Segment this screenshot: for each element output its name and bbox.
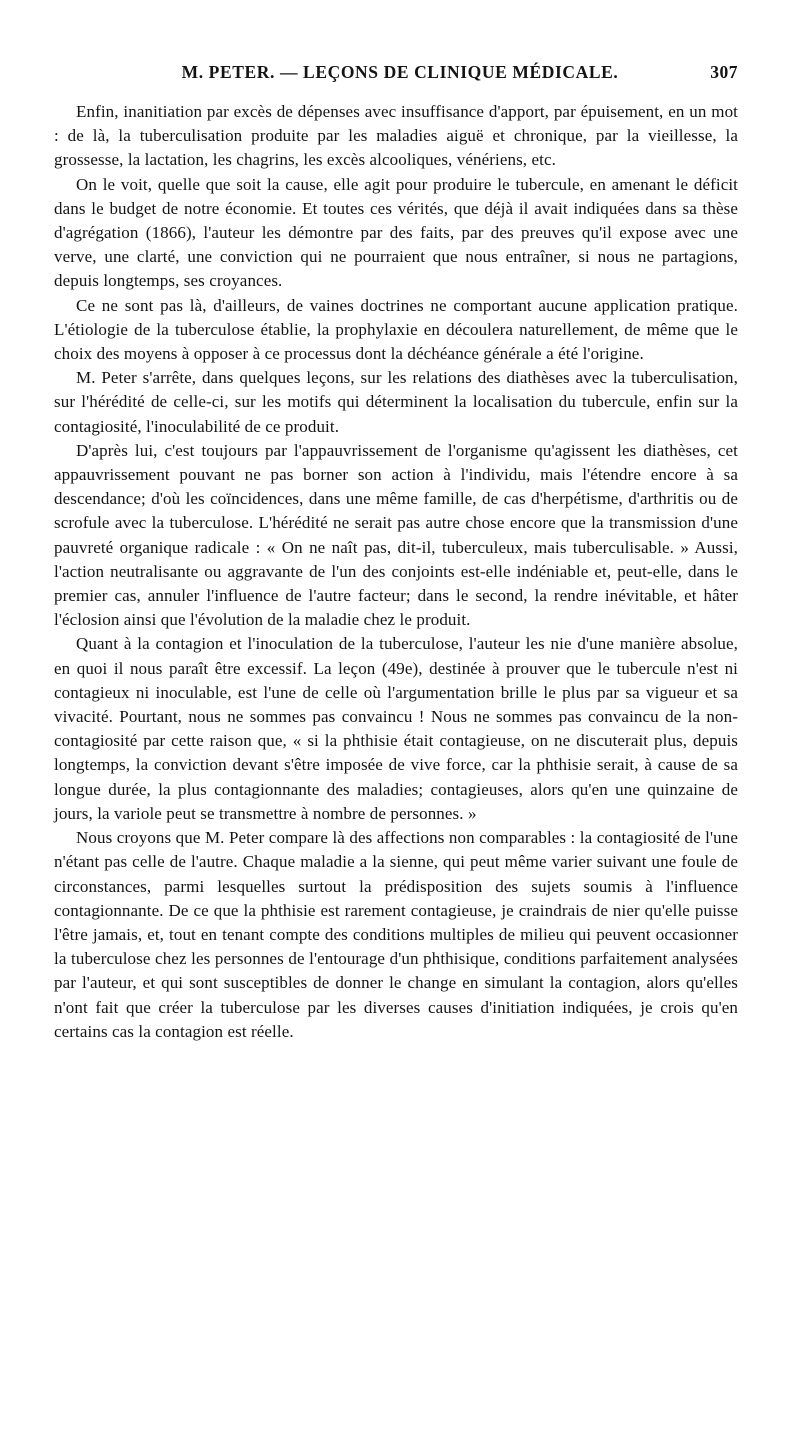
paragraph: On le voit, quelle que soit la cause, elle agit pour produire le tubercule, en amenant le déficit dans le budget de notre économie. Et toutes ces vérités, que déjà il avait indiquées dans sa thèse d'agrégation (1866), l'auteur les démontre par des faits, par des preuves qu'il expose avec une verve, une clarté, une conviction qui ne pourraient que nous entraîner, si nous ne partagions, depuis longtemps, ses croyances. [54,174,738,291]
paragraph: M. Peter s'arrête, dans quelques leçons, sur les relations des diathèses avec la tuberculisation, sur l'hérédité de celle-ci, sur les motifs qui déterminent la localisation du tubercule, enfin sur la contagiosité, l'inoculabilité de ce produit. [54,368,738,436]
paragraph: Ce ne sont pas là, d'ailleurs, de vaines doctrines ne comportant aucune application pratique. L'étiologie de la tuberculose établie, la prophylaxie en découlera naturellement, de même que le choix des moyens à opposer à ce processus dont la déchéance générale a été l'origine. [54,295,738,364]
page-header [52,62,738,86]
paragraph: D'après lui, c'est toujours par l'appauvrissement de l'organisme qu'agissent les diathèses, cet appauvrissement pouvant ne pas borner son action à l'individu, mais l'étendre encore à sa descendance; d'où les coïncidences, dans une même famille, de cas d'herpétisme, d'arthritis ou de scrofule avec la tuberculose. L'hérédité ne serait pas autre chose encore que la transmission d'une pauvreté organique radicale : « On ne naît pas, dit-il, tuberculeux, mais tuberculisable. » Aussi, l'action neutralisante ou aggravante de l'un des conjoints est-elle indéniable et, peut-elle, dans le premier cas, annuler l'influence de l'autre facteur; dans le second, la rendre inévitable, et hâter l'éclosion ainsi que l'évolution de la maladie chez le produit. [54,440,738,630]
paragraph: Nous croyons que M. Peter compare là des affections non comparables : la contagiosité de l'une n'étant pas celle de l'autre. Chaque maladie a la sienne, qui peut même varier suivant une foule de circonstances, parmi lesquelles surtout la prédisposition des sujets soumis à l'influence contagionnante. De ce que la phthisie est rarement contagieuse, je craindrais de nier qu'elle puisse l'être jamais, et, tout en tenant compte des conditions multiples de milieu qui peuvent occasionner la tuberculose chez les personnes de l'entourage d'un phthisique, conditions parfaitement analysées par l'auteur, et qui sont susceptibles de donner le change en simulant la contagion, alors qu'elles n'ont fait que créer la tuberculose par les diverses causes d'initiation indiquées, je crois qu'en certains cas la contagion est réelle. [54,828,738,1041]
page-number: 307 [710,62,738,82]
paragraph: Quant à la contagion et l'inoculation de la tuberculose, l'auteur les nie d'une manière absolue, en quoi il nous paraît être excessif. La leçon (49e), destinée à prouver que le tubercule n'est ni contagieux ni inoculable, est l'une de celle où l'argumentation brille le plus par sa vigueur et sa vivacité. Pourtant, nous ne sommes pas convaincu ! Nous ne sommes pas convaincu de la non-contagiosité par cette raison que, « si la phthisie était contagieuse, on ne discuterait plus, depuis longtemps, la conviction devant s'être imposée de vive force, car la phthisie serait, à cause de sa longue durée, la plus contagionnante des maladies; contagieuses, alors qu'en une quinzaine de jours, la variole peut se transmettre à nombre de personnes. » [54,634,738,823]
paragraph: Enfin, inanitiation par excès de dépenses avec insuffisance d'apport, par épuisement, en un mot : de là, la tuberculisation produite par les maladies aiguë et chronique, par la vieillesse, la grossesse, la lactation, les chagrins, les excès alcooliques, vénériens, etc. [54,102,738,170]
body-text [54,100,738,1044]
running-title: M. PETER. — LEÇONS DE CLINIQUE MÉDICALE. [181,62,619,82]
